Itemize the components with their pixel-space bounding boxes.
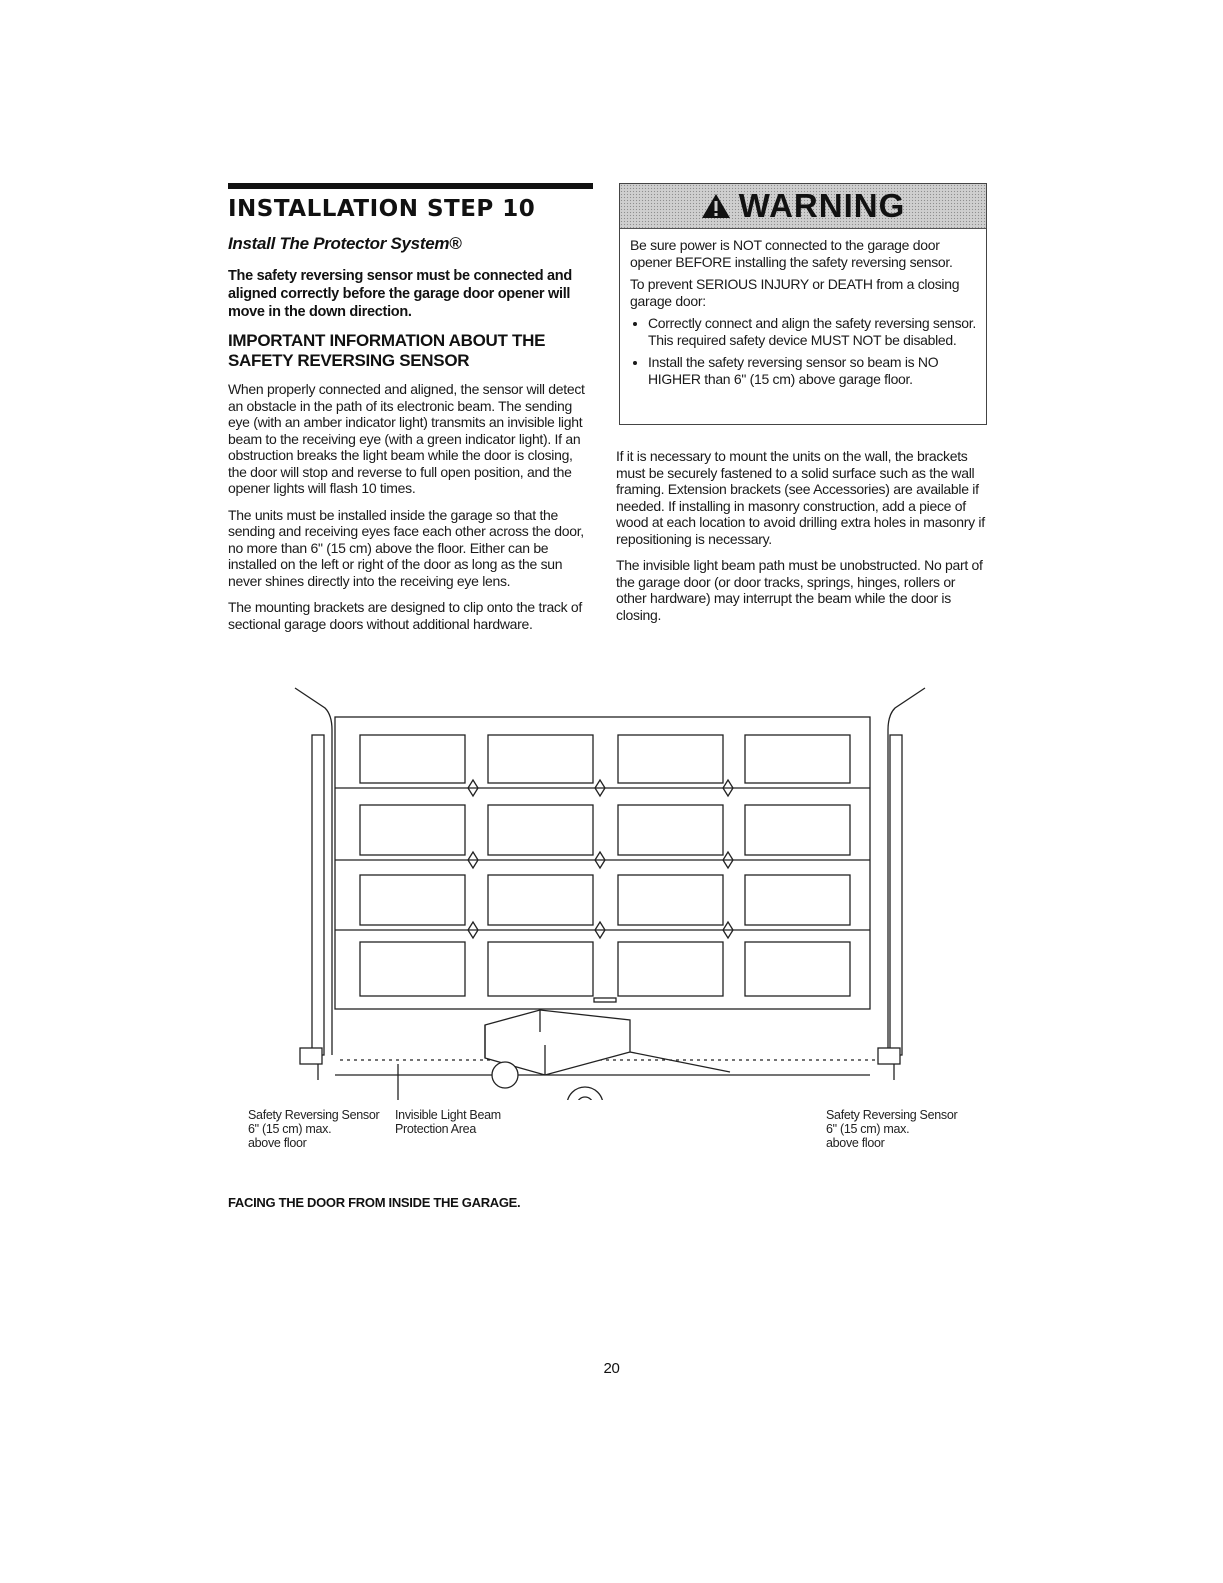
paragraph: The units must be installed inside the garage so that the sending and receiving eyes face each other across the door, no more than 6" (15 cm) above the floor. Either can be installed on the left or right of the door as long as the sun never shines directly into the receiving eye lens. — [228, 506, 584, 589]
warning-box — [619, 183, 987, 425]
right-column — [616, 448, 986, 623]
warning-intro: Be sure power is NOT connected to the garage door opener BEFORE installing the safety reversing sensor. — [630, 237, 953, 270]
page-number: 20 — [603, 1360, 620, 1377]
label-beam-area: Invisible Light Beam Protection Area — [395, 1108, 501, 1136]
warning-list — [630, 315, 976, 387]
paragraph: The invisible light beam path must be unobstructed. No part of the garage door (or door tracks, springs, hinges, rollers or other hardware) may interrupt the beam while the door is closing. — [616, 557, 983, 623]
paragraph: When properly connected and aligned, the sensor will detect an obstacle in the path of its electronic beam. The sending eye (with an amber indicator light) transmits an invisible light beam to the receiving eye (with a green indicator light). If an obstruction breaks the light beam while the door is closing, the door will stop and reverse to full open position, and the opener lights will flash 10 times. — [228, 381, 585, 496]
lead-paragraph: The safety reversing sensor must be connected and aligned correctly before the garage door opener will move in the down direction. — [228, 268, 572, 320]
label-left-sensor: Safety Reversing Sensor 6" (15 cm) max. above floor — [248, 1108, 380, 1150]
warning-bullet: • Install the safety reversing sensor so beam is NO HIGHER than 6" (15 cm) above garage floor. — [648, 354, 976, 387]
label-right-sensor: Safety Reversing Sensor 6" (15 cm) max. above floor — [826, 1108, 958, 1150]
warning-triangle-icon — [701, 192, 731, 220]
step-subtitle: Install The Protector System® — [228, 234, 462, 253]
warning-prevent: To prevent SERIOUS INJURY or DEATH from a closing garage door: — [630, 276, 960, 309]
warning-body — [620, 229, 986, 387]
warning-title: WARNING — [738, 187, 906, 224]
paragraph: If it is necessary to mount the units on the wall, the brackets must be securely fastened to a solid surface such as the wall framing. Extension brackets (see Accessories) are available if needed. If installing in masonry construction, add a piece of wood at each location to avoid drilling extra holes in masonry if repositioning is necessary. — [616, 448, 985, 547]
warning-header — [620, 184, 986, 229]
section-heading: IMPORTANT INFORMATION ABOUT THE SAFETY REVERSING SENSOR — [228, 331, 546, 370]
warning-bullet: • Correctly connect and align the safety reversing sensor. This required safety device MUST NOT be disabled. — [648, 315, 976, 348]
figure-caption: FACING THE DOOR FROM INSIDE THE GARAGE. — [228, 1195, 521, 1210]
paragraph: The mounting brackets are designed to clip onto the track of sectional garage doors without additional hardware. — [228, 599, 582, 632]
garage-door-illustration — [290, 680, 930, 1100]
heading-rule — [228, 183, 593, 189]
left-column — [228, 183, 593, 632]
step-title: INSTALLATION STEP 10 — [228, 196, 536, 222]
